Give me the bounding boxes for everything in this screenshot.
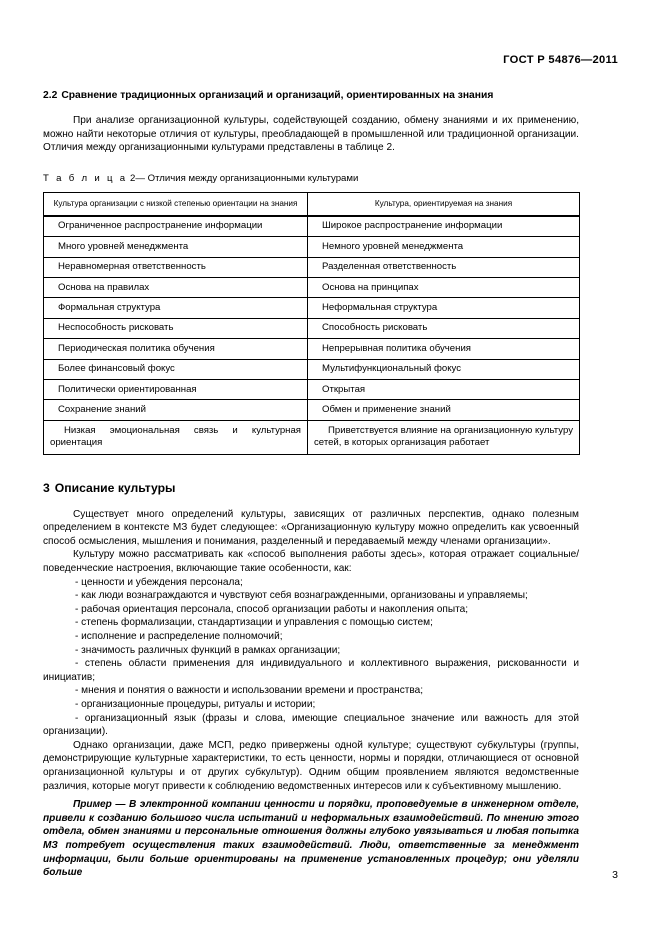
table-row (44, 237, 580, 257)
table-cell-right: Основа на принципах (308, 278, 580, 298)
table-cell-left: Периодическая политика обучения (44, 339, 308, 359)
table-header-cell-low-knowledge-culture: Культура организации с низкой степенью ориентации на знания (44, 192, 308, 216)
section-3-example: Пример — В электронной компании ценности и порядки, проповедуемые в инженерном отделе, привели к созданию большого числа испытаний и неформальных взаимодействий. По мнению этого отдела, обмен знаниями и персональные отношения должны глубоко увязываться и любая попытка МЗ потребует осуществления таких взаимодействий. Люди, ответственные за менеджмент информации, были больше ориентированы на применение установленных процедур; они уделяли больше (43, 799, 579, 879)
list-item: - организационный язык (фразы и слова, имеющие специальное значение или важность для этой организации). (43, 712, 579, 738)
table-cell-left: Много уровней менеджмента (44, 237, 308, 257)
table-cell-left: Сохранение знаний (44, 400, 308, 420)
running-head-standard-number: ГОСТ Р 54876—2011 (503, 54, 618, 66)
table-cell-left: Неспособность рисковать (44, 318, 308, 338)
page-content (43, 0, 579, 880)
list-item: - ценности и убеждения персонала; (75, 576, 243, 588)
table-body (44, 216, 580, 454)
table-cell-right: Мультифункциональный фокус (308, 359, 580, 379)
section-2-2-number: 2.2 (43, 90, 58, 101)
table-row (44, 298, 580, 318)
section-heading-2-2 (43, 90, 579, 101)
section-3-paragraph-3: Однако организации, даже МСП, редко привержены одной культуре; существуют субкультуры (группы, демонстрирующие культурные характеристики, то есть ценности, нормы и порядки, отличающиеся от основной организационной культуры и от других субкультур). Одним общим проявлением являются ведомственные различия, которые могут привести к соблюдению ведомственных интересов или к субъективному мышлению. (43, 739, 579, 792)
table-cell-right: Непрерывная политика обучения (308, 339, 580, 359)
table-caption (43, 173, 579, 184)
table-row (44, 339, 580, 359)
table-cell-left: Политически ориентированная (44, 380, 308, 400)
table-caption-title: Отличия между организационными культурами (147, 172, 359, 184)
page-number: 3 (612, 869, 618, 881)
table-cell-right: Обмен и применение знаний (308, 400, 580, 420)
table-cell-left: Низкая эмоциональная связь и культурная ориентация (44, 420, 308, 454)
list-item: - значимость различных функций в рамках организации; (75, 644, 341, 656)
table-cell-right: Немного уровней менеджмента (308, 237, 580, 257)
table-cell-right: Широкое распространение информации (308, 216, 580, 237)
table-caption-number: 2 (130, 172, 136, 184)
table-cell-right: Приветствуется влияние на организационную культуру сетей, в которых организация работает (308, 420, 580, 454)
list-item: - степень формализации, стандартизации и управления с помощью систем; (75, 617, 433, 629)
list-item: - мнения и понятия о важности и использовании времени и пространства; (75, 685, 424, 697)
table-cell-left: Более финансовый фокус (44, 359, 308, 379)
table-row (44, 318, 580, 338)
table-row (44, 380, 580, 400)
table-head (44, 192, 580, 216)
section-3-paragraph-1: Существует много определений культуры, зависящих от различных перспектив, однако полезным определением в контексте МЗ будет следующее: «Организационную культуру можно определить как усвоенный способ осмысления, мышления и понимания, разделенный и передаваемый между членами организации». (43, 508, 579, 547)
section-3-number: 3 (43, 480, 50, 495)
list-item: - степень области применения для индивидуального и коллективного выражения, рискованности и инициатив; (43, 658, 579, 683)
table-header-row (44, 192, 580, 216)
table-row (44, 400, 580, 420)
list-item: - рабочая ориентация персонала, способ организации работы и накопления опыта; (75, 603, 469, 615)
table-cell-right: Способность рисковать (308, 318, 580, 338)
table-row (44, 278, 580, 298)
table-caption-dash: — (135, 172, 145, 184)
list-item: - как люди вознаграждаются и чувствуют себя вознагражденными, организованы и управляемы; (75, 590, 528, 602)
table-caption-word: Т а б л и ц а (43, 172, 128, 184)
table-row (44, 359, 580, 379)
table-cell-left: Основа на правилах (44, 278, 308, 298)
table-row (44, 420, 580, 454)
table-cell-right: Открытая (308, 380, 580, 400)
list-item: - организационные процедуры, ритуалы и истории; (75, 698, 316, 710)
table-cell-right: Разделенная ответственность (308, 257, 580, 277)
section-2-2-paragraph: При анализе организационной культуры, содействующей созданию, обмену знаниями и их применению, можно найти некоторые отличия от культуры, преобладающей в промышленной или традиционной организации. Отличия между организационными культурами представлены в таблице 2. (43, 115, 579, 154)
table-header-cell-knowledge-oriented-culture: Культура, ориентируемая на знания (308, 192, 580, 216)
table-cell-left: Формальная структура (44, 298, 308, 318)
comparison-table (43, 192, 580, 455)
section-2-2-title: Сравнение традиционных организаций и организаций, ориентированных на знания (61, 90, 494, 101)
table-row (44, 257, 580, 277)
table-cell-left: Неравномерная ответственность (44, 257, 308, 277)
list-item: - исполнение и распределение полномочий; (75, 631, 283, 642)
table-cell-right: Неформальная структура (308, 298, 580, 318)
section-3-title: Описание культуры (54, 480, 176, 495)
section-heading-3 (43, 481, 579, 495)
culture-features-list (43, 576, 579, 739)
section-3-paragraph-2: Культуру можно рассматривать как «способ выполнения работы здесь», которая отражает социальные/поведенческие настроения, включающие такие особенности, как: (43, 549, 579, 575)
table-row (44, 216, 580, 237)
table-cell-left: Ограниченное распространение информации (44, 216, 308, 237)
